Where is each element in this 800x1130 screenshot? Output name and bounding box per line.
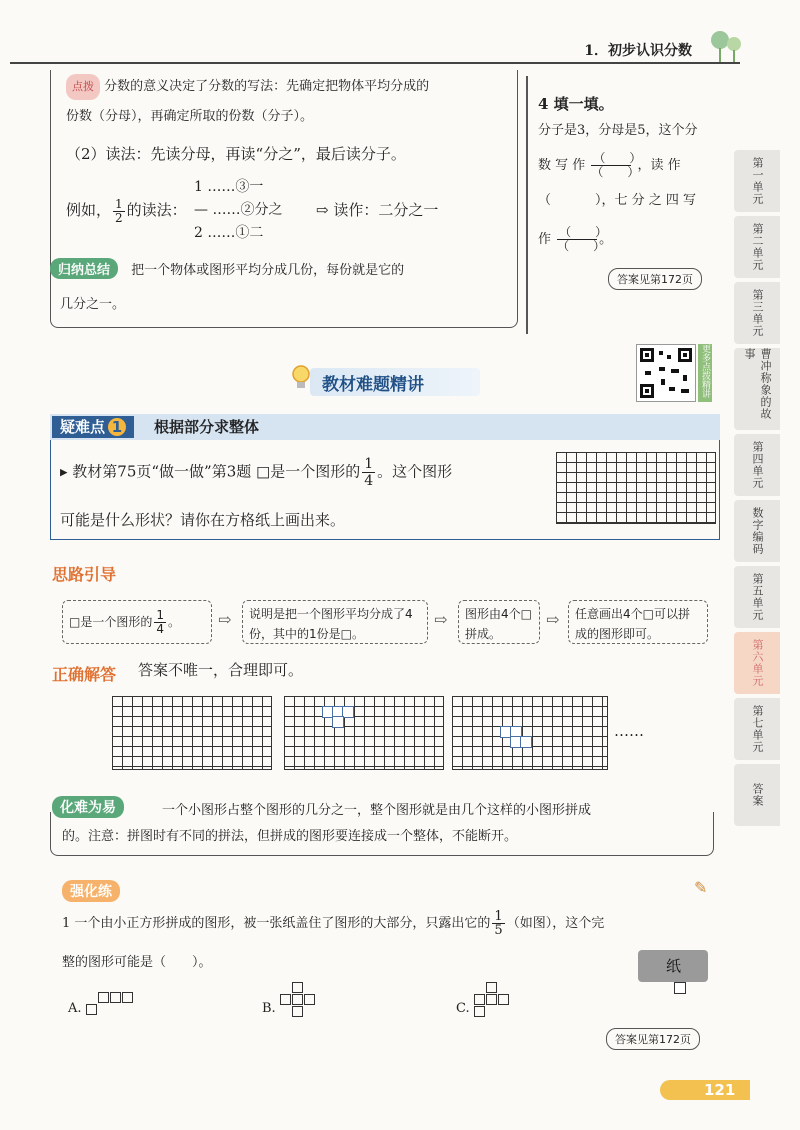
option-a-shape[interactable] — [86, 992, 134, 1016]
column-divider — [526, 76, 528, 334]
arrow-icon: ⇨ — [434, 610, 448, 629]
question-grid[interactable] — [556, 452, 716, 524]
pencil-icon: ✎ — [694, 878, 708, 897]
answer-ref-top: 答案见第172页 — [608, 268, 702, 290]
practice-q1-line-2: 整的图形可能是（ ）。 — [62, 955, 212, 970]
q4-blank-fraction[interactable]: $\frac{( )}{( )}$ — [591, 151, 642, 179]
answer-ref-bottom: 答案见第172页 — [606, 1028, 700, 1050]
arrow-icon: ⇨ — [218, 610, 232, 629]
section-title: 教材难题精讲 — [322, 375, 424, 395]
header-tree-icon — [706, 24, 746, 62]
tab-answers[interactable]: 答案 — [734, 764, 780, 826]
answer-text: 答案不唯一，合理即可。 — [138, 661, 304, 679]
tab-coding[interactable]: 数字编码 — [734, 500, 780, 562]
option-c-label[interactable]: C. — [456, 1001, 470, 1016]
page-number: 121 — [704, 1081, 736, 1099]
answer-heading: 正确解答 — [52, 665, 117, 684]
answer-shape-square — [332, 716, 344, 728]
tip-badge: 点拨 — [66, 74, 100, 100]
tab-unit-1[interactable]: 第一单元 — [734, 150, 780, 212]
example-prefix: 例如， $\frac{1}{2}$ 的读法： — [66, 196, 187, 225]
reading-rule: （2）读法：先读分母，再读“分之”，最后读分子。 — [66, 145, 406, 163]
tab-unit-3[interactable]: 第三单元 — [734, 282, 780, 344]
option-b-label[interactable]: B. — [262, 1001, 276, 1016]
q4-line-1: 分子是3，分母是5，这个分 — [538, 123, 698, 138]
side-tabs — [734, 150, 780, 830]
practice-q1-line-1: 1 一个由小正方形拼成的图形，被一张纸盖住了图形的大部分，只露出它的 $\frac{1}{5}$ （如图），这个完 — [62, 909, 605, 938]
simplify-line-1: 一个小图形占整个图形的几分之一，整个图形就是由几个这样的小图形拼成 — [162, 803, 592, 818]
qr-code[interactable] — [636, 344, 696, 402]
tab-unit-4[interactable]: 第四单元 — [734, 434, 780, 496]
tab-unit-2[interactable]: 第二单元 — [734, 216, 780, 278]
q4-blank-fraction-2[interactable]: $\frac{( )}{( )}$ — [557, 225, 608, 253]
option-c-shape[interactable] — [474, 982, 510, 1018]
difficulty-tag: 疑难点 1 — [52, 416, 134, 438]
tab-unit-6[interactable]: 第六单元 — [734, 632, 780, 694]
page-header-title: 1．初步认识分数 — [584, 43, 692, 59]
answer-grid-2 — [284, 696, 444, 770]
arrow-icon: ⇨ — [546, 610, 560, 629]
simplify-tag: 化难为易 — [52, 796, 124, 818]
q4-line-2: 数 写 作 $\frac{( )}{( )}$ ，读 作 — [538, 151, 681, 179]
reading-map: 1 ……③一 — ……②分之 2 ……①二 — [194, 179, 283, 241]
option-a-label[interactable]: A. — [68, 1001, 82, 1016]
q4-line-3: （ ），七 分 之 四 写 — [538, 193, 697, 208]
paper-label: 纸 — [666, 957, 682, 975]
thinking-step-1: □是一个图形的 $\frac{1}{4}$ 。 — [62, 600, 212, 644]
exposed-square — [674, 982, 686, 994]
q4-title: 4 填一填。 — [538, 95, 614, 113]
explanation-line-1: 点拨 分数的意义决定了分数的写法：先确定把物体平均分成的 — [66, 74, 516, 100]
tab-unit-5[interactable]: 第五单元 — [734, 566, 780, 628]
summary-row: 归纳总结 把一个物体或图形平均分成几份，每份就是它的 — [50, 258, 518, 284]
practice-tag: 强化练 — [62, 880, 120, 902]
summary-line-2: 几分之一。 — [60, 297, 126, 312]
difficulty-question-1: ▸ 教材第75页“做一做”第3题 □是一个图形的 $\frac{1}{4}$ 。这个图形 — [60, 456, 453, 489]
difficulty-header — [50, 414, 720, 440]
q4-line-4: 作 $\frac{( )}{( )}$ 。 — [538, 225, 613, 253]
answer-grid-1 — [112, 696, 272, 770]
thinking-step-3: 图形由4个□拼成。 — [458, 600, 540, 644]
thinking-step-4: 任意画出4个□可以拼成的图形即可。 — [568, 600, 708, 644]
thinking-step-2: 说明是把一个图形平均分成了4份，其中的1份是□。 — [242, 600, 428, 644]
tab-story[interactable]: 曹冲称象的故事 — [734, 348, 780, 430]
arrow-icon: ⇨ — [316, 201, 329, 219]
explanation-line-2: 份数（分母），再确定所取的份数（分子）。 — [66, 109, 314, 124]
thinking-heading: 思路引导 — [52, 565, 117, 584]
difficulty-question-2: 可能是什么形状？请你在方格纸上画出来。 — [60, 511, 346, 529]
example-fraction: $\frac{1}{2}$ — [115, 196, 123, 225]
header-rule — [10, 62, 740, 64]
qr-side-label: 更多点拨精讲 — [698, 344, 712, 402]
summary-tag: 归纳总结 — [50, 258, 118, 279]
answer-ellipsis: …… — [614, 722, 644, 740]
difficulty-title: 根据部分求整体 — [154, 418, 260, 436]
option-b-shape[interactable] — [280, 982, 328, 1018]
tab-unit-7[interactable]: 第七单元 — [734, 698, 780, 760]
simplify-line-2: 的。注意：拼图时有不同的拼法，但拼成的图形要连接成一个整体，不能断开。 — [62, 829, 518, 844]
read-result: ⇨ 读作：二分之一 — [316, 201, 439, 219]
answer-shape-square — [520, 736, 532, 748]
answer-grid-3 — [452, 696, 608, 770]
